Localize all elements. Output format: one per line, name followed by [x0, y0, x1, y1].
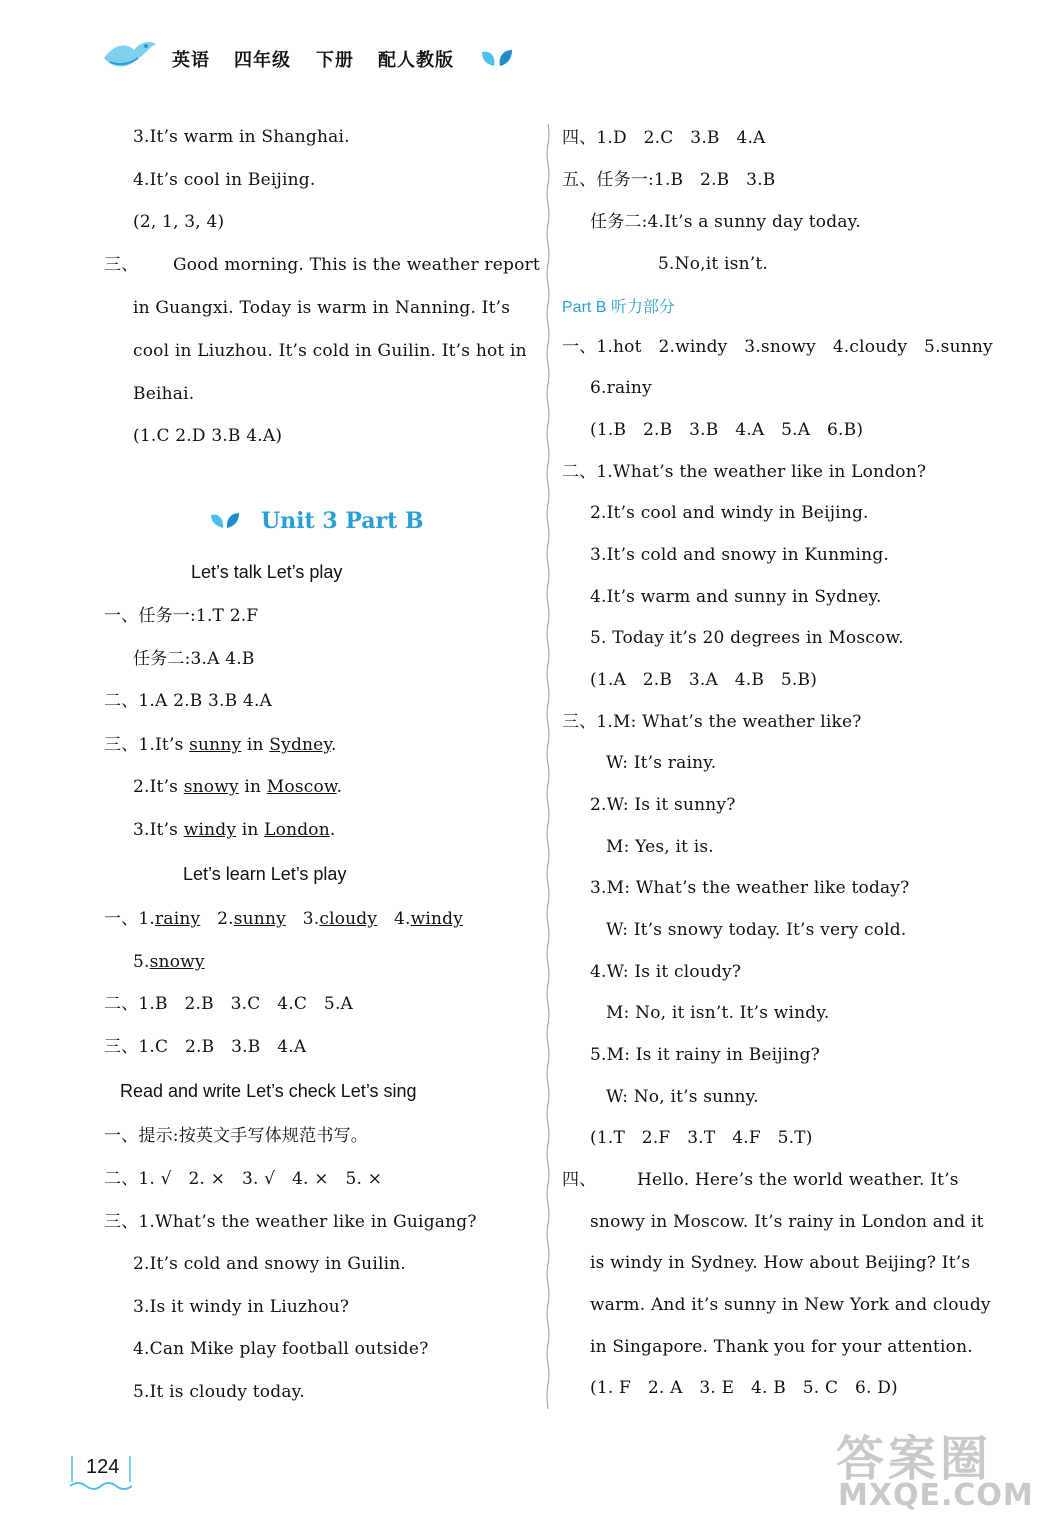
dialogue-line: M: Yes, it is. — [606, 837, 714, 857]
answer-line: 二、1.What’s the weather like in London? — [562, 462, 927, 482]
answer-line-underlined: 5.snowy — [133, 952, 205, 972]
answer-line: 一、提示:按英文手写体规范书写。 — [104, 1126, 368, 1146]
dialogue-line: 2.W: Is it sunny? — [590, 795, 736, 815]
passage-line: Good morning. This is the weather report — [173, 255, 540, 275]
page-number: 124 — [86, 1456, 120, 1478]
answer-line: (2, 1, 3, 4) — [133, 212, 225, 232]
answer-line: 二、1.A 2.B 3.B 4.A — [104, 691, 273, 711]
dialogue-line: W: No, it’s sunny. — [606, 1087, 759, 1107]
answer-line: 3.Is it windy in Liuzhou? — [133, 1297, 350, 1317]
passage-line: in Guangxi. Today is warm in Nanning. It’s — [133, 298, 511, 318]
answer-line: 5.It is cloudy today. — [133, 1382, 305, 1402]
subsection-title: Read and write Let’s check Let’s sing — [120, 1081, 417, 1101]
answer-line: 一、1.hot 2.windy 3.snowy 4.cloudy 5.sunny — [562, 337, 993, 357]
dialogue-line: M: No, it isn’t. It’s windy. — [606, 1003, 830, 1023]
answer-line: 5.No,it isn’t. — [658, 254, 768, 274]
watermark-logo: 答案圈 — [836, 1431, 993, 1487]
answer-line: 任务二:3.A 4.B — [133, 649, 255, 669]
header-edition: 配人教版 — [378, 50, 454, 71]
subsection-title: Let’s learn Let’s play — [183, 864, 347, 884]
answer-line: (1.C 2.D 3.B 4.A) — [133, 426, 283, 446]
answer-line-underlined: 2.It’s snowy in Moscow. — [133, 777, 343, 797]
answer-line: (1.B 2.B 3.B 4.A 5.A 6.B) — [590, 420, 864, 440]
answer-line: 4.It’s cool in Beijing. — [133, 170, 316, 190]
section-label: 三、 — [104, 255, 139, 275]
dialogue-line: 5.M: Is it rainy in Beijing? — [590, 1045, 820, 1065]
answer-line: 5. Today it’s 20 degrees in Moscow. — [590, 628, 904, 648]
passage-line: warm. And it’s sunny in New York and cloudy — [590, 1295, 991, 1315]
passage-line: Hello. Here’s the world weather. It’s — [637, 1170, 959, 1190]
answer-line: 三、1.What’s the weather like in Guigang? — [104, 1212, 477, 1232]
answer-line: (1.A 2.B 3.A 4.B 5.B) — [590, 670, 818, 690]
header-subject: 英语 — [172, 50, 210, 71]
watermark-url: MXQE.COM — [838, 1478, 1034, 1513]
answer-line: 3.It’s cold and snowy in Kunming. — [590, 545, 890, 565]
answer-line: (1.T 2.F 3.T 4.F 5.T) — [590, 1128, 813, 1148]
passage-line: in Singapore. Thank you for your attention. — [590, 1337, 973, 1357]
answer-line: (1. F 2. A 3. E 4. B 5. C 6. D) — [590, 1378, 898, 1398]
answer-line: 4.It’s warm and sunny in Sydney. — [590, 587, 882, 607]
answer-line: 五、任务一:1.B 2.B 3.B — [562, 170, 776, 190]
passage-line: snowy in Moscow. It’s rainy in London and it — [590, 1212, 984, 1232]
answer-line: 二、1.B 2.B 3.C 4.C 5.A — [104, 994, 354, 1014]
dialogue-line: 3.M: What’s the weather like today? — [590, 878, 910, 898]
dialogue-line: 4.W: Is it cloudy? — [590, 962, 742, 982]
answer-line: 二、1. √ 2. × 3. √ 4. × 5. × — [104, 1169, 383, 1189]
answer-line: 4.Can Mike play football outside? — [133, 1339, 429, 1359]
passage-line: cool in Liuzhou. It’s cold in Guilin. It’s hot in — [133, 341, 527, 361]
answer-line: 6.rainy — [590, 378, 652, 398]
dialogue-line: 三、1.M: What’s the weather like? — [562, 712, 862, 732]
dialogue-line: W: It’s rainy. — [606, 753, 717, 773]
subsection-title: Let’s talk Let’s play — [191, 562, 343, 582]
header-logo-bird-icon — [100, 36, 158, 76]
part-b-title: Part B 听力部分 — [562, 299, 675, 316]
answer-line: 2.It’s cold and snowy in Guilin. — [133, 1254, 406, 1274]
passage-line: is windy in Sydney. How about Beijing? It’s — [590, 1253, 971, 1273]
unit-title: Unit 3 Part B — [261, 508, 424, 534]
answer-line: 2.It’s cool and windy in Beijing. — [590, 503, 869, 523]
answer-line-underlined: 3.It’s windy in London. — [133, 820, 336, 840]
passage-line: Beihai. — [133, 384, 195, 404]
answer-line: 任务二:4.It’s a sunny day today. — [590, 212, 861, 232]
answer-line: 一、任务一:1.T 2.F — [104, 606, 259, 626]
answer-line: 三、1.C 2.B 3.B 4.A — [104, 1037, 307, 1057]
section-label: 四、 — [562, 1170, 597, 1190]
dialogue-line: W: It’s snowy today. It’s very cold. — [606, 920, 907, 940]
answer-line: 四、1.D 2.C 3.B 4.A — [562, 128, 766, 148]
header-leaf-icon — [480, 48, 514, 68]
column-divider — [546, 124, 550, 1409]
answer-line-underlined: 三、1.It’s sunny in Sydney. — [104, 735, 337, 755]
answer-line: 3.It’s warm in Shanghai. — [133, 127, 350, 147]
header-grade: 四年级 — [234, 50, 291, 71]
answer-line-underlined: 一、1.rainy 2.sunny 3.cloudy 4.windy — [104, 909, 464, 929]
unit-leaf-icon — [210, 512, 240, 530]
header-volume: 下册 — [316, 50, 354, 71]
